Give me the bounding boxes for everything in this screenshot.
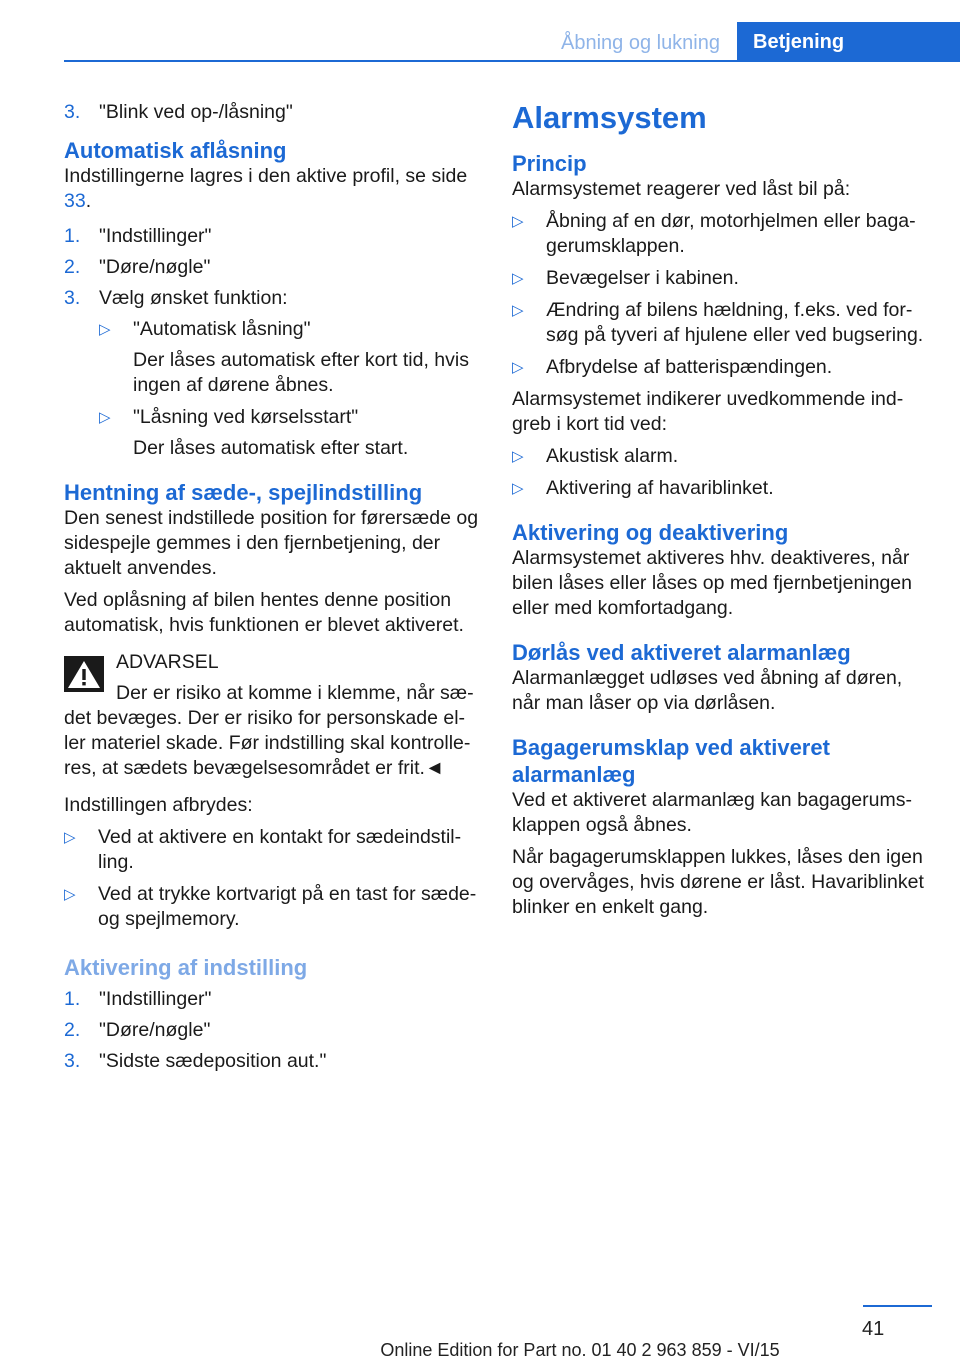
header-rule (64, 60, 960, 62)
paragraph-text: Indstillingerne lagres i den aktive profil, se side (64, 165, 468, 187)
section-heading-principle: Princip (512, 151, 587, 176)
list-text: "Blink ved op-/låsning" (99, 101, 293, 123)
bullet-text: Ved at trykke kortvarigt på en tast for sæde- og spejlmemory. (98, 883, 477, 930)
list-item (64, 286, 482, 461)
paragraph: Alarmsystemet indikerer uvedkommende ind-greb i kort tid ved: (512, 388, 904, 435)
bullet-label: "Låsning ved kørselsstart" (133, 406, 359, 428)
bullet-item (512, 355, 932, 380)
bullet-text: Ændring af bilens hældning, f.eks. ved for-søg på tyveri af hjulene eller ved bugsering. (546, 299, 924, 346)
bullet-item (64, 882, 482, 932)
running-header-section: Åbning og lukning (560, 32, 720, 54)
triangle-right-icon: ▷ (64, 886, 76, 903)
triangle-right-icon: ▷ (99, 409, 111, 426)
numbered-list (64, 987, 482, 1074)
list-item (64, 987, 482, 1012)
footer-rule (863, 1305, 932, 1307)
bullet-description: Der låses automatisk efter start. (133, 437, 409, 459)
page-title: Alarmsystem (512, 100, 707, 135)
bullet-item (512, 298, 932, 348)
paragraph: Indstillingen afbrydes: (64, 794, 253, 816)
list-text: Vælg ønsket funktion: (99, 287, 288, 309)
bullet-item (99, 405, 482, 461)
section-heading-trunk: Bagagerumsklap ved aktiveret alarmanlæg (512, 735, 830, 787)
bullet-item (512, 266, 932, 291)
list-item (64, 255, 482, 280)
footer-edition: Online Edition for Part no. 01 40 2 963 859 - VI/15 (380, 1340, 780, 1360)
warning-box (64, 650, 482, 781)
triangle-right-icon: ▷ (512, 270, 524, 287)
list-number: 2. (64, 256, 81, 278)
list-item (64, 100, 482, 125)
paragraph (64, 164, 482, 214)
bullet-text: Aktivering af havariblinket. (546, 477, 774, 499)
section-heading-seat: Hentning af sæde-, spejlindstilling (64, 480, 423, 505)
right-column (512, 100, 932, 927)
list-item (64, 1018, 482, 1043)
list-item (64, 224, 482, 249)
bullet-label: "Automatisk låsning" (133, 318, 311, 340)
list-number: 2. (64, 1019, 81, 1041)
numbered-list (64, 224, 482, 461)
bullet-sublist (99, 317, 482, 461)
list-text: "Sidste sædeposition aut." (99, 1050, 327, 1072)
bullet-item (512, 444, 932, 469)
section-heading-doorlock: Dørlås ved aktiveret alarmanlæg (512, 640, 851, 665)
triangle-right-icon: ▷ (512, 448, 524, 465)
paragraph-text: . (85, 190, 92, 212)
bullet-item (512, 209, 932, 259)
page-reference-link[interactable]: 33 (64, 190, 86, 212)
list-number: 3. (64, 1050, 81, 1072)
bullet-text: Akustisk alarm. (546, 445, 679, 467)
list-text: "Døre/nøgle" (99, 1019, 211, 1041)
section-heading-auto-lock: Automatisk aflåsning (64, 138, 287, 163)
warning-text (64, 681, 482, 781)
running-header-tab: Betjening (737, 22, 960, 62)
bullet-text: Åbning af en dør, motorhjelmen eller baga-gerumsklappen. (546, 210, 916, 257)
bullet-text: Ved at aktivere en kontakt for sædeindstil-ling. (98, 826, 462, 873)
triangle-right-icon: ▷ (512, 359, 524, 376)
list-item (64, 1049, 482, 1074)
list-number: 1. (64, 225, 81, 247)
section-heading-activate: Aktivering af indstilling (64, 955, 308, 980)
bullet-item (64, 825, 482, 875)
bullet-text: Afbrydelse af batterispændingen. (546, 356, 833, 378)
paragraph: Alarmsystemet reagerer ved låst bil på: (512, 178, 851, 200)
bullet-description: Der låses automatisk efter kort tid, hvis ingen af dørene åbnes. (133, 349, 469, 396)
list-text: "Døre/nøgle" (99, 256, 211, 278)
warning-title: ADVARSEL (116, 651, 219, 673)
triangle-right-icon: ▷ (64, 829, 76, 846)
section-heading-activation: Aktivering og deaktivering (512, 520, 789, 545)
paragraph: Alarmanlægget udløses ved åbning af døren, når man låser op via dørlåsen. (512, 667, 903, 714)
list-text: "Indstillinger" (99, 225, 212, 247)
bullet-item (99, 317, 482, 398)
paragraph: Ved oplåsning af bilen hentes denne position automatisk, hvis funktionen er blevet aktiveret. (64, 589, 464, 636)
paragraph: Ved et aktiveret alarmanlæg kan bagagerums-klappen også åbnes. (512, 789, 912, 836)
paragraph: Alarmsystemet aktiveres hhv. deaktiveres, når bilen låses eller låses op med fjernbetjeningen eller med komfortadgang. (512, 547, 912, 619)
bullet-item (512, 476, 932, 501)
paragraph: Når bagagerumsklappen lukkes, låses den igen og overvåges, hvis dørene er låst. Havariblinket blinker en enkelt gang. (512, 846, 924, 918)
triangle-right-icon: ▷ (99, 321, 111, 338)
triangle-right-icon: ▷ (512, 213, 524, 230)
left-column (64, 100, 482, 1080)
list-number: 1. (64, 988, 81, 1010)
warning-text-first-line: Der er risiko at komme i klemme, når sæ- (116, 682, 474, 704)
warning-text-rest: det bevæges. Der er risiko for personskade el-ler materiel skade. Før indstilling skal kontrolle-res, at sædets bevægelsesområdet er frit.◄ (64, 707, 471, 779)
page-number: 41 (862, 1318, 885, 1340)
triangle-right-icon: ▷ (512, 302, 524, 319)
list-number: 3. (64, 101, 81, 123)
paragraph: Den senest indstillede position for førersæde og sidespejle gemmes i den fjernbetjening, der aktuelt anvendes. (64, 507, 479, 579)
bullet-text: Bevægelser i kabinen. (546, 267, 739, 289)
triangle-right-icon: ▷ (512, 480, 524, 497)
warning-triangle-icon (64, 656, 104, 692)
list-number: 3. (64, 287, 81, 309)
list-text: "Indstillinger" (99, 988, 212, 1010)
